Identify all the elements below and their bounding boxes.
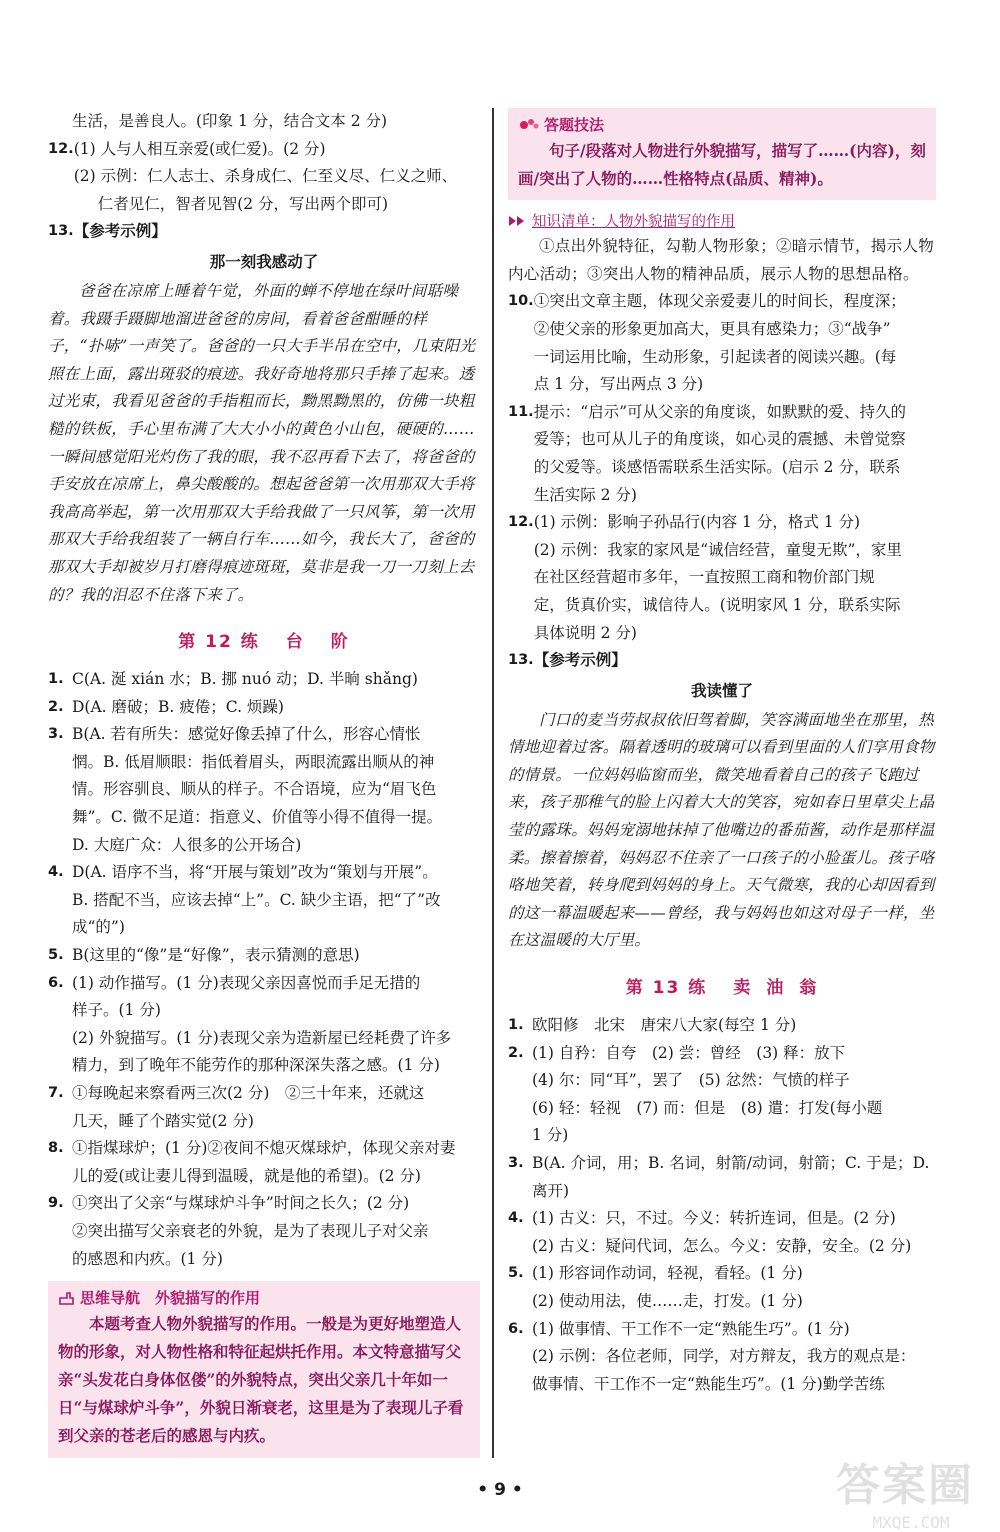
answer-item	[48, 721, 480, 859]
answer-number: 13.	[508, 652, 534, 669]
answer-line: 一词运用比喻，生动形象，引起读者的阅读兴趣。(每	[533, 347, 897, 366]
answer-line: 点 1 分，写出两点 3 分)	[533, 375, 704, 394]
essay-body: 门口的麦当劳叔叔依旧驾着脚，笑容满面地坐在那里，热情地迎着过客。隔着透明的玻璃可以看到里面的人们享用食物的情景。一位妈妈临窗而坐，微笑地看着自己的孩子飞跑过来，孩子那稚气的脸上闪着大大的笑容，宛如春日里草尖上晶莹的露珠。妈妈宠溺地抹掉了他嘴边的番茄酱，动作是那样温柔。擦着擦着，妈妈忍不住亲了一口孩子的小脸蛋儿。孩子咯咯地笑着，转身爬到妈妈的身上。天气微寒，我的心却因看到的这一幕温暖起来——曾经，我与妈妈也如这对母子一样，坐在这温暖的大厅里。	[508, 710, 935, 950]
answer-line: 在社区经营超市多年，一直按照工商和物价部门规	[533, 568, 875, 587]
section-name-char: 台	[285, 632, 305, 653]
answer-number: 6.	[508, 1320, 524, 1337]
answer-line: ②使父亲的形象更加高大，更具有感染力；③“战争”	[533, 319, 891, 338]
answer-line: (1) 示例：影响子孙品行(内容 1 分，格式 1 分)	[533, 513, 861, 532]
answer-line: 做事情、干工作不一定“熟能生巧”。(1 分)勤学苦练	[532, 1374, 885, 1393]
answer-line: B. 搭配不当，应该去掉“上”。C. 缺少主语，把“了”改	[72, 890, 441, 909]
pointing-hand-icon	[58, 1290, 76, 1306]
answer-line: 儿的爱(或让妻儿得到温暖，就是他的希望)。(2 分)	[72, 1166, 421, 1185]
answer-line: B(这里的“像”是“好像”，表示猜测的意思)	[72, 946, 360, 965]
answer-line: (2) 外貌描写。(1 分)表现父亲为造新屋已经耗费了许多	[72, 1028, 452, 1047]
answer-line: 欧阳修 北宋 唐宋八大家(每空 1 分)	[532, 1016, 797, 1035]
flower-icon	[518, 116, 540, 134]
answer-item	[508, 1260, 936, 1315]
answer-line: (1) 做事情、干工作不一定“熟能生巧”。(1 分)	[532, 1319, 850, 1338]
answer-line: (1) 动作描写。(1 分)表现父亲因喜悦而手足无措的	[72, 973, 421, 992]
answer-item	[508, 1316, 936, 1399]
essay-title: 那一刻我感动了	[209, 252, 319, 271]
section-number: 第 12 练	[178, 632, 260, 653]
answer-line: D(A. 磨破；B. 疲倦；C. 烦躁)	[72, 697, 284, 716]
answer-number: 5.	[48, 947, 64, 964]
essay-body: 爸爸在凉席上睡着午觉，外面的蝉不停地在绿叶间聒噪着。我蹑手蹑脚地溜进爸爸的房间，看着爸爸酣睡的样子，“扑哧”一声笑了。爸爸的一只大手半吊在空中，几束阳光照在上面，露出斑驳的痕迹。我好奇地将那只手捧了起来。透过光束，我看见爸爸的手指粗而长，黝黑黝黑的，仿佛一块粗糙的铁板，手心里布满了大大小小的黄色小山包，硬硬的……一瞬间感觉阳光灼伤了我的眼，我不忍再看下去了，将爸爸的手安放在凉席上，鼻尖酸酸的。想起爸爸第一次用那双大手将我高高举起，第一次用那双大手给我做了一只风筝，第一次用那双大手给我组装了一辆自行车……如今，我长大了，爸爸的那双大手却被岁月打磨得痕迹斑斑，莫非是我一刀一刀刻上去的？我的泪忍不住落下来了。	[48, 281, 476, 604]
knowledge-title: 知识清单：人物外貌描写的作用	[532, 214, 735, 231]
answer-item	[508, 399, 936, 509]
answer-line: (6) 轻：轻视 (7) 而：但是 (8) 遣：打发(每小题	[532, 1098, 883, 1117]
answer-item	[508, 1040, 936, 1150]
answer-line: ①每晚起来察看两三次(2 分) ②三十年来，还就这	[72, 1084, 425, 1102]
column-divider	[492, 108, 494, 1458]
section-number: 第 13 练	[625, 978, 708, 999]
answer-number: 2.	[48, 698, 64, 715]
section-name-char: 阶	[330, 632, 350, 653]
answer-technique-box	[508, 108, 936, 200]
answer-number: 7.	[48, 1085, 64, 1101]
answer-line: (4) 尔：同“耳”，罢了 (5) 忿然：气愤的样子	[532, 1071, 850, 1090]
thinking-navigation-box	[48, 1281, 480, 1458]
answer-line: (1) 古义：只，不过。今义：转折连词，但是。(2 分)	[532, 1209, 896, 1228]
double-arrow-icon	[508, 215, 528, 227]
answer-item-12	[48, 136, 480, 219]
knowledge-list-header	[508, 210, 936, 231]
answer-list	[508, 1012, 936, 1398]
tip-title: 答题技法	[544, 116, 605, 134]
answer-number: 12.	[508, 514, 534, 531]
answer-line: (1) 人与人相互亲爱(或仁爱)。(2 分)	[73, 139, 326, 158]
answer-number: 3.	[508, 1155, 524, 1171]
answer-line: ②突出描写父亲衰老的外貌，是为了表现儿子对父亲	[72, 1221, 429, 1240]
top-line: 生活，是善良人。(印象 1 分，结合文本 2 分)	[72, 112, 388, 130]
answer-number: 9.	[48, 1195, 64, 1212]
answer-line: 精力，到了晚年不能劳作的那种深深失落之感。(1 分)	[72, 1056, 440, 1075]
answer-line: D(A. 语序不当，将“开展与策划”改为“策划与开展”。	[72, 863, 438, 882]
answer-line: (2) 古义：疑问代词，怎么。今义：安静，安全。(2 分)	[532, 1236, 912, 1255]
answer-line: ①指煤球炉；(1 分)②夜间不熄灭煤球炉，体现父亲对妻	[72, 1139, 456, 1158]
answer-item-13	[508, 647, 936, 675]
answer-list	[508, 288, 936, 647]
answer-number: 5.	[508, 1265, 524, 1282]
answer-line: 的感恩和内疚。(1 分)	[72, 1249, 223, 1268]
answer-line: 提示：“启示”可从父亲的角度谈，如默默的爱、持久的	[533, 402, 907, 421]
answer-item	[48, 970, 480, 1080]
section-title-13	[508, 973, 936, 998]
answer-line: 情。形容驯良、顺从的样子。不合语境，应为“眉飞色	[72, 780, 437, 799]
answer-list	[48, 666, 480, 1273]
tip-header	[58, 1287, 470, 1308]
tip-header	[518, 114, 926, 135]
answer-line: (2) 示例：我家的家风是“诚信经营，童叟无欺”，家里	[533, 540, 902, 559]
answer-item	[48, 1135, 480, 1190]
answer-item	[508, 288, 936, 398]
answer-item	[508, 509, 936, 647]
left-column	[48, 108, 480, 1468]
answer-line: 惘。B. 低眉顺眼：指低着眉头，两眼流露出顺从的神	[72, 752, 435, 771]
answer-line: C(A. 涎 xián 水；B. 挪 nuó 动；D. 半晌 shǎng)	[72, 670, 418, 689]
answer-line: 生活实际 2 分)	[533, 485, 637, 504]
answer-item	[48, 1080, 480, 1135]
section-title-12	[48, 627, 480, 652]
answer-item	[48, 1190, 480, 1273]
answer-line: 舞”。C. 微不足道：指意义、价值等小得不值得一提。	[72, 808, 443, 827]
page-number: • 9 •	[477, 1480, 523, 1500]
answer-number: 12.	[48, 140, 74, 157]
watermark-logo: 答案圈 MXQE.COM	[836, 1460, 974, 1532]
right-column	[508, 108, 936, 1398]
answer-line: (2) 示例：仁人志士、杀身成仁、仁至义尽、仁义之师、	[73, 167, 458, 186]
section-name-char: 翁	[799, 978, 819, 999]
answer-item-13	[48, 218, 480, 246]
answer-number: 3.	[48, 726, 64, 743]
answer-number: 11.	[508, 403, 534, 420]
answer-line: (1) 形容词作动词，轻视，看轻。(1 分)	[532, 1264, 803, 1283]
answer-item	[48, 859, 480, 942]
section-name-char: 卖	[733, 978, 753, 999]
tip-body: 本题考查人物外貌描写的作用。一般是为更好地塑造人物的形象，对人物性格和特征起烘托作用。本文特意描写父亲“头发花白身体伛偻”的外貌特点，突出父亲几十年如一日“与煤球炉斗争”，外貌日渐衰老，这里是为了表现儿子看到父亲的苍老后的感恩与内疚。	[58, 1314, 464, 1446]
answer-line: (2) 使动用法，使……走，打发。(1 分)	[532, 1291, 803, 1310]
answer-item	[508, 1150, 936, 1205]
answer-line: ①突出文章主题，体现父亲爱妻儿的时间长，程度深；	[533, 292, 906, 311]
answer-number: 8.	[48, 1140, 64, 1157]
answer-number: 2.	[508, 1044, 524, 1061]
tip-title: 思维导航 外貌描写的作用	[80, 1289, 261, 1308]
answer-number: 10.	[508, 293, 534, 310]
answer-number: 1.	[48, 671, 64, 688]
answer-item	[508, 1205, 936, 1260]
reference-label: 【参考示例】	[533, 651, 627, 670]
answer-item	[48, 942, 480, 970]
answer-line: ①突出了父亲“与煤球炉斗争”时间之长久；(2 分)	[72, 1194, 410, 1213]
answer-item	[48, 694, 480, 722]
answer-line: 成“的”)	[72, 918, 125, 937]
answer-line: (2) 示例：各位老师，同学，对方辩友，我方的观点是：	[532, 1347, 916, 1366]
answer-line: 定，货真价实，诚信待人。(说明家风 1 分，联系实际	[533, 595, 901, 614]
answer-line: D. 大庭广众：人很多的公开场合)	[72, 835, 302, 854]
answer-line: 样子。(1 分)	[72, 1001, 161, 1020]
reference-label: 【参考示例】	[73, 222, 167, 241]
answer-item	[48, 666, 480, 694]
answer-line: 爱等；也可从儿子的角度谈，如心灵的震撼、未曾觉察	[533, 430, 906, 449]
answer-number: 4.	[508, 1210, 524, 1227]
answer-line: (1) 自矜：自夸 (2) 尝：曾经 (3) 释：放下	[532, 1043, 846, 1062]
answer-line: 的父爱等。谈感悟需联系生活实际。(启示 2 分，联系	[533, 457, 901, 476]
answer-line: 具体说明 2 分)	[533, 623, 637, 642]
answer-line: 几天，睡了个踏实觉(2 分)	[72, 1111, 254, 1130]
answer-number: 1.	[508, 1017, 524, 1034]
answer-number: 13.	[48, 223, 74, 240]
answer-number: 4.	[48, 864, 64, 881]
answer-line: 仁者见仁，智者见智(2 分，写出两个即可)	[97, 194, 389, 213]
section-name-char: 油	[766, 978, 786, 999]
answer-line: 1 分)	[532, 1126, 569, 1145]
essay-title: 我读懂了	[690, 681, 753, 700]
knowledge-body: ①点出外貌特征，勾勒人物形象；②暗示情节，揭示人物内心活动；③突出人物的精神品质，展示人物的思想品格。	[508, 237, 935, 283]
answer-line: B(A. 介词，用；B. 名词，射箭/动词，射箭；C. 于是；D.	[532, 1154, 930, 1172]
answer-line: 离开)	[532, 1181, 570, 1200]
tip-body: 句子/段落对人物进行外貌描写，描写了……(内容)，刻画/突出了人物的……性格特点(品质、精神)。	[518, 141, 926, 188]
answer-line: B(A. 若有所失：感觉好像丢掉了什么，形容心情怅	[72, 725, 421, 744]
answer-item	[508, 1012, 936, 1040]
answer-number: 6.	[48, 974, 64, 991]
